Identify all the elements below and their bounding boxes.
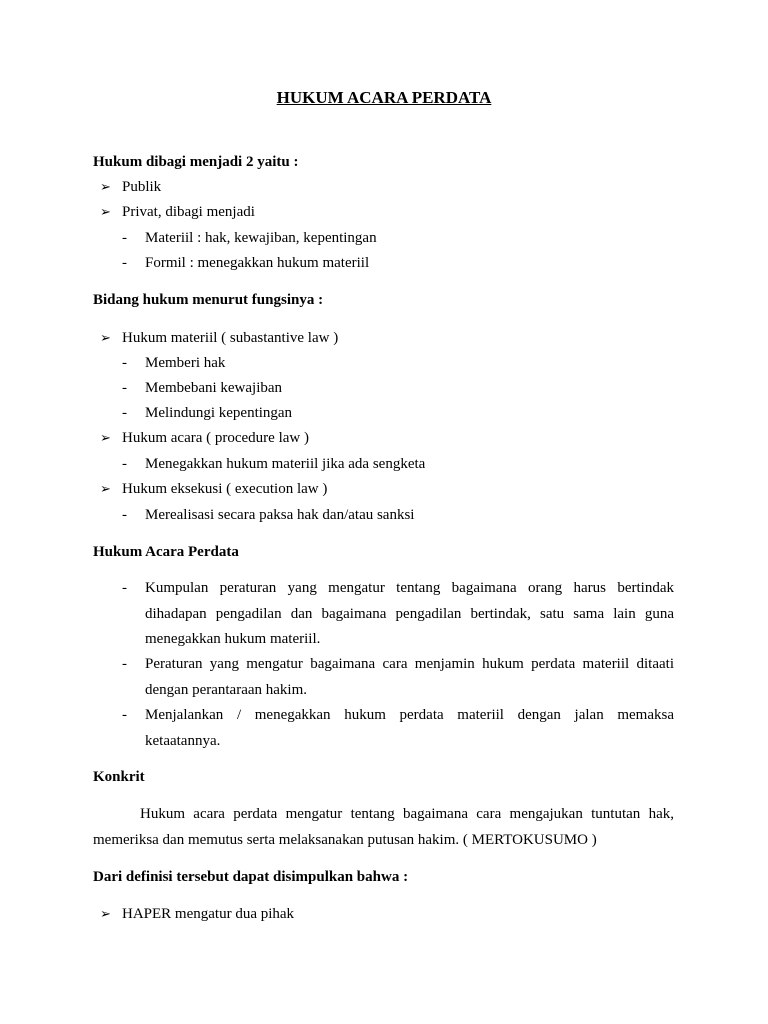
list-item-publik: Publik: [122, 179, 162, 195]
dash-bullet: -: [122, 707, 127, 723]
paragraph-line: Hukum acara perdata mengatur tentang bagaimana cara mengajukan tuntutan hak,: [140, 806, 674, 822]
section-heading-konkrit: Konkrit: [93, 769, 145, 785]
sub-item: Memberi hak: [145, 355, 226, 371]
dash-bullet: -: [122, 355, 127, 371]
definition-line: dihadapan pengadilan dan bagaimana pengadilan bertindak, satu sama lain guna: [145, 606, 674, 622]
dash-bullet: -: [122, 580, 127, 596]
definition-line: dengan perantaraan hakim.: [145, 682, 308, 698]
list-item-hukum-acara: Hukum acara ( procedure law ): [122, 430, 309, 446]
section-heading-divisions: Hukum dibagi menjadi 2 yaitu :: [93, 154, 299, 170]
paragraph-line: memeriksa dan memutus serta melaksanakan putusan hakim. ( MERTOKUSUMO ): [93, 832, 597, 848]
sub-item-formil: Formil : menegakkan hukum materiil: [145, 255, 370, 271]
definition-line: menegakkan hukum materiil.: [145, 631, 321, 647]
dash-bullet: -: [122, 656, 127, 672]
arrow-bullet-icon: ➢: [100, 179, 111, 194]
dash-bullet: -: [122, 230, 127, 246]
list-item-hukum-eksekusi: Hukum eksekusi ( execution law ): [122, 481, 328, 497]
sub-item: Membebani kewajiban: [145, 380, 283, 396]
dash-bullet: -: [122, 255, 127, 271]
section-heading-fields: Bidang hukum menurut fungsinya :: [93, 292, 324, 308]
definition-line: ketaatannya.: [145, 733, 221, 749]
sub-item: Merealisasi secara paksa hak dan/atau sanksi: [145, 507, 415, 523]
dash-bullet: -: [122, 507, 127, 523]
arrow-bullet-icon: ➢: [100, 430, 111, 445]
definition-line: Peraturan yang mengatur bagaimana cara menjamin hukum perdata materiil ditaati: [145, 656, 674, 672]
list-item-privat: Privat, dibagi menjadi: [122, 204, 255, 220]
sub-item: Melindungi kepentingan: [145, 405, 293, 421]
arrow-bullet-icon: ➢: [100, 330, 111, 345]
section-heading-hukum-acara-perdata: Hukum Acara Perdata: [93, 544, 239, 560]
list-item-haper: HAPER mengatur dua pihak: [122, 906, 295, 922]
document-title: HUKUM ACARA PERDATA: [276, 88, 492, 107]
definition-line: Menjalankan / menegakkan hukum perdata materiil dengan jalan memaksa: [145, 707, 674, 723]
dash-bullet: -: [122, 405, 127, 421]
dash-bullet: -: [122, 456, 127, 472]
definition-line: Kumpulan peraturan yang mengatur tentang bagaimana orang harus bertindak: [145, 580, 674, 596]
list-item-hukum-materiil: Hukum materiil ( subastantive law ): [122, 330, 339, 346]
sub-item-materiil: Materiil : hak, kewajiban, kepentingan: [145, 230, 377, 246]
dash-bullet: -: [122, 380, 127, 396]
arrow-bullet-icon: ➢: [100, 204, 111, 219]
arrow-bullet-icon: ➢: [100, 906, 111, 921]
arrow-bullet-icon: ➢: [100, 481, 111, 496]
section-heading-conclusion: Dari definisi tersebut dapat disimpulkan bahwa :: [93, 869, 409, 885]
sub-item: Menegakkan hukum materiil jika ada sengketa: [145, 456, 426, 472]
